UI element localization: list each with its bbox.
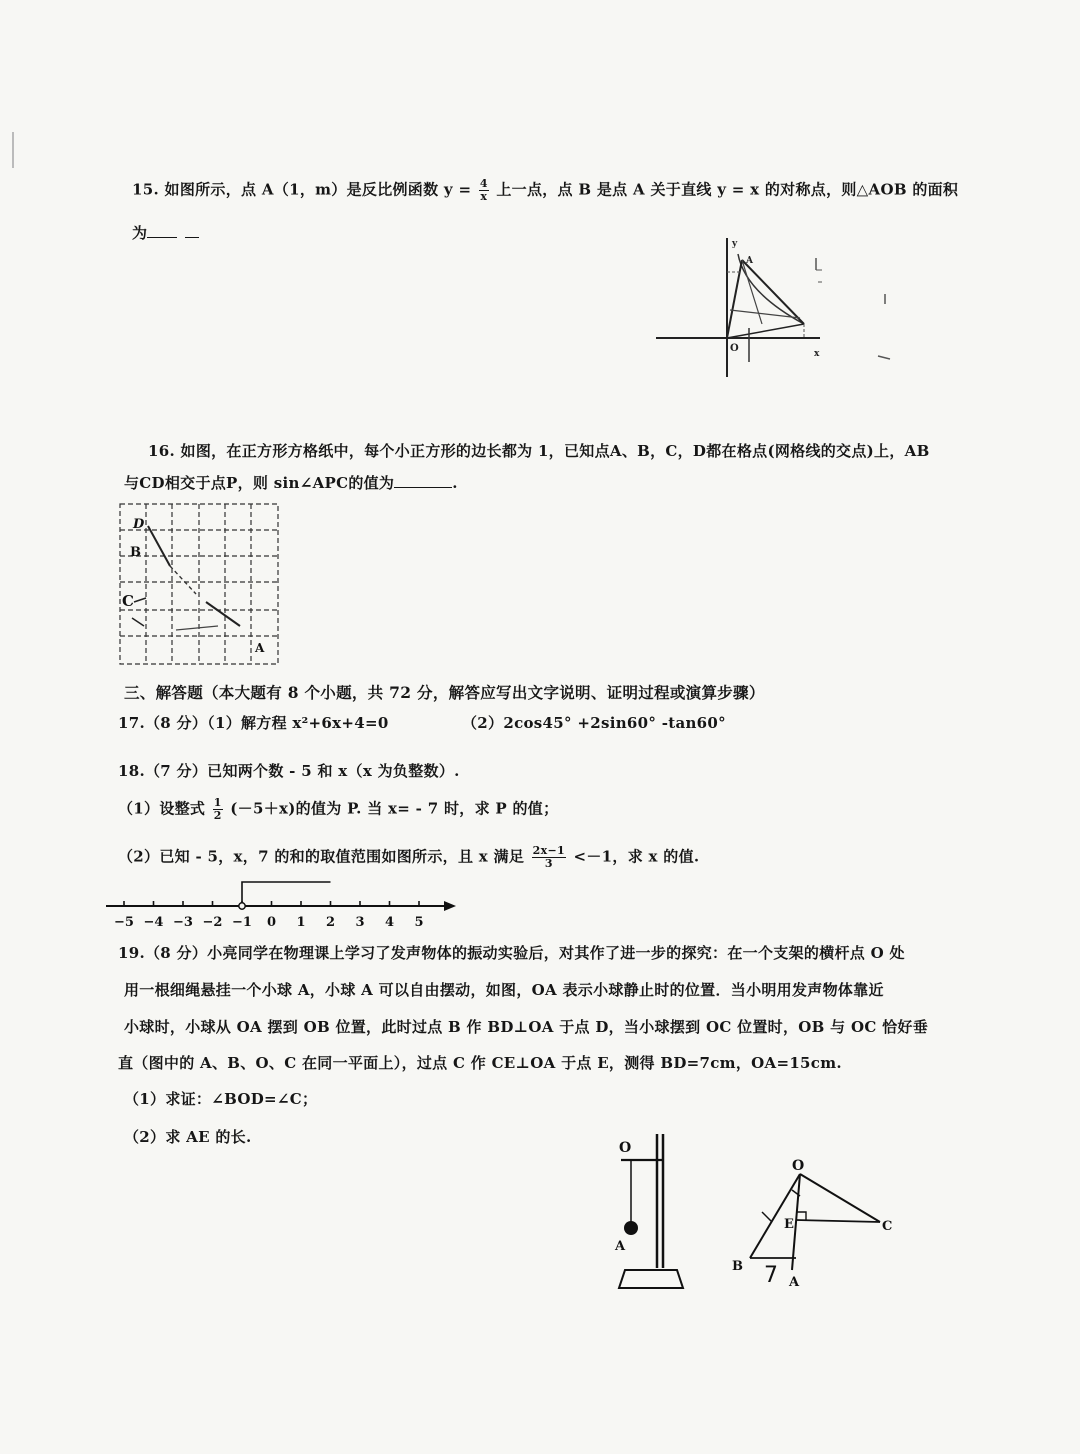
tick-label: 5 xyxy=(414,915,424,930)
segment-oc xyxy=(800,1174,880,1222)
q18-p1-frac-den: 2 xyxy=(213,809,222,822)
section-3-heading: 三、解答题（本大题有 8 个小题，共 72 分，解答应写出文字说明、证明过程或演算步骤） xyxy=(124,683,765,702)
tick-label: 3 xyxy=(355,915,365,930)
segment-cd xyxy=(148,526,170,566)
fig1-label-a: A xyxy=(615,1239,626,1254)
point-a-label: A xyxy=(746,256,753,266)
segment-ab-grid xyxy=(206,602,240,626)
q19-pendulum-figure xyxy=(605,1128,695,1296)
q17-part2: （2）2cos45° +2sin60° -tan60° xyxy=(462,714,726,732)
grid-label-a: A xyxy=(255,641,265,655)
pendulum-ball xyxy=(624,1221,638,1235)
number-line-arrow xyxy=(444,901,456,911)
q18-part1 xyxy=(118,797,558,822)
q18-p2-frac-den: 3 xyxy=(544,857,553,870)
q18-p1-frac-num: 1 xyxy=(213,796,222,809)
grid-label-d: D xyxy=(133,517,145,532)
q15-fraction xyxy=(479,178,489,203)
fig2-label-a: A xyxy=(789,1275,800,1290)
q15-figure xyxy=(650,232,950,382)
segment-ce xyxy=(796,1220,880,1222)
fig2-label-o: O xyxy=(792,1158,805,1174)
q19-line2: 用一根细绳悬挂一个小球 A，小球 A 可以自由摆动，如图，OA 表示小球静止时的位置．当小明用发声物体靠近 xyxy=(124,981,884,999)
q15-frac-den: x xyxy=(480,190,488,203)
q19-part2: （2）求 AE 的长. xyxy=(124,1128,252,1146)
q16-answer-blank xyxy=(394,487,452,488)
tick-label: −2 xyxy=(202,915,223,930)
range-bracket xyxy=(242,882,331,903)
open-endpoint xyxy=(239,903,245,909)
q19-line4: 直（图中的 A、B、O、C 在同一平面上），过点 C 作 CE⊥OA 于点 E，测得 BD=7cm，OA=15cm. xyxy=(118,1054,842,1072)
fig2-label-c: C xyxy=(882,1219,893,1234)
q18-part1-text-a: （1）设整式 xyxy=(118,799,206,818)
q15-line2 xyxy=(132,222,199,243)
q18-stem: 18.（7 分）已知两个数 - 5 和 x（x 为负整数）. xyxy=(118,762,460,780)
q18-part2 xyxy=(118,845,699,870)
scan-mark xyxy=(12,132,14,168)
q18-p2-frac-num: 2x−1 xyxy=(532,844,565,857)
q15-frac-num: 4 xyxy=(479,177,488,190)
tick-label: −5 xyxy=(114,915,134,930)
stand-base xyxy=(619,1270,683,1288)
q19-triangle-figure xyxy=(722,1150,912,1290)
origin-label: O xyxy=(730,343,739,354)
q19-line3: 小球时，小球从 OA 摆到 OB 位置，此时过点 B 作 BD⊥OA 于点 D，当小球摆到 OC 位置时，OB 与 OC 恰好垂 xyxy=(124,1018,928,1036)
fig2-label-b: B xyxy=(732,1259,743,1274)
tick-label: −1 xyxy=(232,915,252,930)
q18-number-line xyxy=(104,872,464,930)
tick-label: −3 xyxy=(173,915,193,930)
q15-text-b: 上一点，点 B 是点 A 关于直线 y = x 的对称点，则△AOB 的面积 xyxy=(496,180,959,199)
tick-label: 4 xyxy=(384,915,395,930)
fig2-label-e: E xyxy=(784,1217,794,1232)
tick-label: 2 xyxy=(325,915,336,930)
q18-part2-fraction xyxy=(532,845,566,870)
x-axis-label: x xyxy=(814,349,820,359)
fig1-label-o: O xyxy=(619,1140,632,1156)
tick-label: −4 xyxy=(143,915,164,930)
q18-part1-text-b: (－5＋x)的值为 P. 当 x= - 7 时，求 P 的值； xyxy=(230,799,559,818)
q16-line1: 16. 如图，在正方形方格纸中，每个小正方形的边长都为 1，已知点A、B，C，D都在格点(网格线的交点)上，AB xyxy=(148,442,930,460)
q19-part1: （1）求证：∠BOD=∠C； xyxy=(124,1090,318,1108)
q16-line2-text: 与CD相交于点P，则 sin∠APC的值为 xyxy=(124,474,395,492)
q15-line1 xyxy=(132,178,958,203)
tick-label: 0 xyxy=(266,915,277,930)
q19-line1: 19.（8 分）小亮同学在物理课上学习了发声物体的振动实验后，对其作了进一步的探究：在一个支架的横杆点 O 处 xyxy=(118,944,905,962)
q15-text-c: 为 xyxy=(132,224,148,242)
q16-grid-figure xyxy=(118,502,282,668)
grid-label-c-handwritten: C xyxy=(122,592,134,610)
q17-part1: 17.（8 分）（1）解方程 x²+6x+4=0 xyxy=(118,714,389,732)
q15-answer-blank xyxy=(147,237,177,238)
q16-line2-end: . xyxy=(452,474,458,492)
segment-ob xyxy=(750,1174,800,1258)
segment-ob xyxy=(727,324,804,338)
grid-label-b: B xyxy=(130,545,141,560)
q15-answer-blank-2 xyxy=(185,237,199,238)
q18-part1-fraction xyxy=(213,797,223,822)
q18-part2-text-a: （2）已知 - 5，x，7 的和的取值范围如图所示，且 x 满足 xyxy=(118,847,525,866)
q18-part2-text-b: <－1，求 x 的值. xyxy=(573,847,700,866)
aux-line-2 xyxy=(730,310,800,318)
y-axis-label: y xyxy=(732,239,738,249)
q15-text-a: 15. 如图所示，点 A（1，m）是反比例函数 y = xyxy=(132,180,472,199)
q16-line2 xyxy=(124,472,458,493)
handwritten-seven: 7 xyxy=(764,1263,778,1288)
tick-label: 1 xyxy=(296,915,306,930)
